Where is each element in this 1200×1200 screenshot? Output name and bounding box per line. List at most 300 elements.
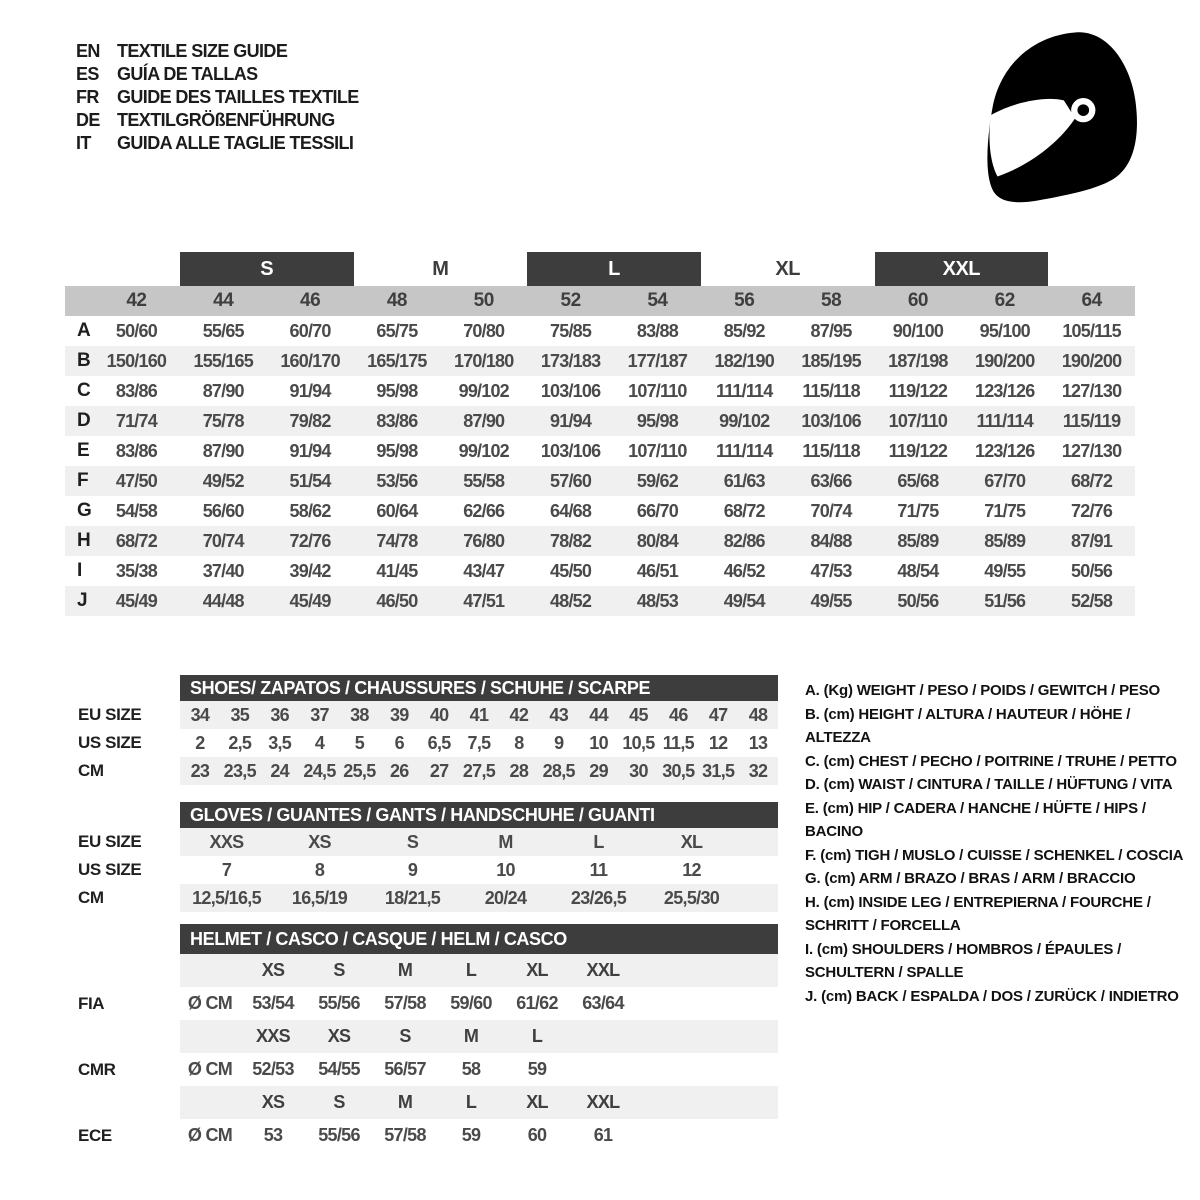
helmet-size-header: XS [261,960,285,980]
helmet-size-header: XS [261,1092,285,1112]
size-value-cell: 60/70 [289,320,331,341]
size-value-cell: 26 [389,760,409,781]
size-value-cell: 35 [230,704,250,725]
size-value-cell: 12,5/16,5 [192,887,261,908]
helmet-size-header: S [333,960,345,980]
size-value-cell: 61/62 [516,993,558,1013]
size-value-cell: 37/40 [202,560,244,581]
size-value-cell: 46/50 [376,590,418,611]
size-value-cell: 20/24 [484,887,527,908]
helmet-size-header: XL [526,1092,548,1112]
size-value-cell: 185/195 [801,350,861,371]
size-value-cell: 70/74 [810,500,852,521]
size-column-header: 50 [473,290,494,311]
row-values [180,1020,778,1053]
size-value-cell: 55/58 [463,470,505,491]
language-title: TEXTILGRÖßENFÜHRUNG [117,110,335,130]
size-value-cell: 190/200 [975,350,1035,371]
size-value-cell: 49/55 [810,590,852,611]
size-value-cell: 70/74 [202,530,244,551]
size-column-header: 46 [300,290,321,311]
size-value-cell: 6,5 [427,732,451,753]
size-value-cell: 65/68 [897,470,939,491]
row-values [180,828,778,856]
size-value-cell: 111/114 [715,440,773,461]
size-value-cell: 83/86 [115,440,157,461]
legend-item: A. (Kg) WEIGHT / PESO / POIDS / GEWITCH / PESO [805,682,1160,699]
size-value-cell: 155/165 [193,350,253,371]
size-value-cell: 48/53 [636,590,678,611]
helmet-sizes-row [65,1086,778,1119]
size-value-cell: 30 [629,760,648,781]
size-value-cell: 10,5 [622,732,655,753]
standard-label: CMR [78,1059,116,1079]
size-value-cell: 8 [514,732,524,753]
size-value-cell: XL [680,831,703,852]
row-values [180,954,778,987]
size-group-S: S [180,252,354,286]
helmet-size-header: L [465,960,477,980]
size-value-cell: 49/52 [202,470,244,491]
size-value-cell: 25,5 [343,760,376,781]
size-group-XL: XL [775,257,800,280]
size-value-cell: 63/64 [582,993,624,1013]
helmet-sizes-row [65,954,778,987]
language-code: EN [76,41,100,61]
size-value-cell: 57/58 [384,1125,426,1145]
size-value-cell: 61 [593,1125,613,1145]
size-value-cell: 119/122 [888,440,948,461]
size-value-cell: 29 [589,760,608,781]
size-value-cell: 111/114 [715,380,773,401]
gloves-size-table [65,802,778,912]
size-value-cell: 85/92 [723,320,765,341]
diameter-unit-label: Ø CM [187,993,233,1013]
table-row [65,828,778,856]
size-value-cell: 95/100 [979,320,1030,341]
size-value-cell: 23/26,5 [570,887,627,908]
table-row [65,466,1135,496]
size-value-cell: 115/119 [1062,410,1121,431]
size-value-cell: 23,5 [223,760,256,781]
size-value-cell: 127/130 [1061,380,1122,401]
size-value-cell: 10 [589,732,608,753]
row-values [180,1053,778,1086]
language-row [76,40,359,63]
size-value-cell: 45/49 [289,590,331,611]
size-value-cell: 80/84 [636,530,678,551]
measurement-row-label: C [77,380,91,401]
size-value-cell: 85/89 [984,530,1026,551]
size-value-cell: 46/52 [723,560,765,581]
table-row [65,586,1135,616]
row-values [180,1086,778,1119]
legend-item: B. (cm) HEIGHT / ALTURA / HAUTEUR / HÖHE / ALTEZZA [805,705,1131,746]
measurement-row-label: A [77,320,91,341]
size-value-cell: 54/58 [115,500,157,521]
size-value-cell: 75/85 [550,320,592,341]
size-value-cell: 99/102 [458,380,509,401]
size-value-cell: 127/130 [1061,440,1122,461]
size-value-cell: 18/21,5 [384,887,441,908]
language-title: GUÍA DE TALLAS [117,64,258,84]
helmet-size-header: L [531,1026,543,1046]
row-label: CM [78,761,104,780]
apparel-size-table [65,252,1135,616]
size-value-cell: 52/58 [1071,590,1113,611]
language-row [76,109,359,132]
language-title: TEXTILE SIZE GUIDE [117,41,288,61]
size-group-M: M [432,257,449,280]
size-value-cell: XS [308,831,331,852]
diameter-unit-label: Ø CM [187,1059,233,1079]
size-value-cell: 187/198 [888,350,948,371]
size-column-header: 48 [386,290,407,311]
size-value-cell: 49/54 [723,590,765,611]
size-value-cell: 91/94 [289,380,331,401]
standard-label: FIA [78,993,105,1013]
size-value-cell: 182/190 [714,350,774,371]
size-value-cell: 115/118 [802,380,860,401]
size-value-cell: 24 [270,760,289,781]
size-value-cell: 87/90 [463,410,505,431]
size-column-header: 58 [821,290,842,311]
size-value-cell: 55/56 [318,1125,360,1145]
size-value-cell: 68/72 [1071,470,1113,491]
row-values [180,757,778,785]
size-value-cell: M [498,831,513,852]
size-value-cell: 59 [527,1059,547,1079]
size-value-cell: 95/98 [376,380,418,401]
size-value-cell: 23 [190,760,210,781]
size-value-cell: 47/50 [115,470,157,491]
table-row [65,701,778,729]
size-value-cell: 36 [270,704,289,725]
size-value-cell: 50/60 [115,320,157,341]
size-value-cell: 46 [669,704,688,725]
size-value-cell: XXS [209,831,244,852]
measurement-row-label: G [77,500,92,521]
size-value-cell: 43 [549,704,569,725]
helmet-size-header: XS [327,1026,351,1046]
row-values [180,856,778,884]
size-value-cell: 62/66 [463,500,505,521]
size-value-cell: 190/200 [1061,350,1122,371]
size-value-cell: 64/68 [550,500,592,521]
helmet-size-header: M [463,1026,479,1046]
size-value-cell: 56/60 [202,500,244,521]
size-value-cell: 49/55 [984,560,1026,581]
helmet-size-header: M [397,960,413,980]
size-column-header: 54 [647,290,668,311]
size-value-cell: 60/64 [376,500,418,521]
helmet-size-header: S [399,1026,411,1046]
size-column-header: 56 [734,290,755,311]
size-value-cell: 56/57 [384,1059,426,1079]
size-value-cell: 28 [509,760,529,781]
size-value-cell: 58/62 [289,500,331,521]
shoes-title-bar: SHOES/ ZAPATOS / CHAUSSURES / SCHUHE / SCARPE [180,675,778,701]
measurement-row-label: D [77,410,91,431]
table-row [65,729,778,757]
size-value-cell: 71/75 [897,500,939,521]
size-value-cell: 107/110 [628,380,687,401]
size-value-cell: 65/75 [376,320,418,341]
size-column-header: 42 [126,290,147,311]
size-value-cell: 85/89 [897,530,939,551]
legend-item: I. (cm) SHOULDERS / HOMBROS / ÉPAULES / SCHULTERN / SPALLE [805,940,1122,981]
size-value-cell: 24,5 [303,760,336,781]
size-value-cell: 52/53 [252,1059,294,1079]
size-value-cell: 71/74 [115,410,157,431]
size-value-cell: 91/94 [289,440,331,461]
size-value-cell: 72/76 [1071,500,1113,521]
size-value-cell: 47/51 [463,590,505,611]
size-column-header: 64 [1081,290,1102,311]
legend-item: G. (cm) ARM / BRAZO / BRAS / ARM / BRACCIO [805,870,1136,887]
size-value-cell: 3,5 [268,732,292,753]
size-value-cell: 123/126 [975,440,1035,461]
standard-label: ECE [78,1125,112,1145]
size-value-cell: L [593,831,604,852]
size-value-cell: 115/118 [802,440,860,461]
size-value-cell: 47/53 [810,560,852,581]
size-value-cell: 103/106 [540,440,601,461]
helmet-size-header: S [333,1092,345,1112]
size-value-cell: 95/98 [376,440,418,461]
size-value-cell: 27 [429,760,449,781]
size-value-cell: 39/42 [289,560,331,581]
size-value-cell: 34 [190,704,210,725]
size-value-cell: 9 [554,732,564,753]
size-value-cell: 177/187 [627,350,688,371]
helmet-size-header: M [397,1092,413,1112]
size-group-L: L [527,252,701,286]
size-value-cell: 48 [748,704,768,725]
size-value-cell: 13 [748,732,768,753]
size-value-cell: 105/115 [1062,320,1121,341]
size-value-cell: 84/88 [810,530,852,551]
racing-helmet-icon [976,26,1142,204]
measurement-row-label: J [77,590,88,611]
size-value-cell: 79/82 [289,410,331,431]
size-value-cell: 11 [589,859,608,880]
table-row [65,856,778,884]
size-column-header: 52 [560,290,581,311]
size-value-cell: 67/70 [984,470,1026,491]
legend-item: F. (cm) TIGH / MUSLO / CUISSE / SCHENKEL / COSCIA [805,846,1184,864]
size-column-header: 60 [907,290,928,311]
size-value-cell: 45 [629,704,648,725]
size-value-cell: 53/54 [252,993,294,1013]
size-value-cell: 30,5 [662,760,695,781]
size-value-cell: 103/106 [540,380,601,401]
table-row [65,757,778,785]
language-title: GUIDA ALLE TAGLIE TESSILI [117,133,354,153]
size-value-cell: 54/55 [318,1059,360,1079]
row-values [180,1119,778,1152]
helmet-size-header: XXL [586,1092,620,1112]
size-value-cell: 61/63 [723,470,765,491]
row-values [180,729,778,757]
size-value-cell: S [406,831,419,852]
size-value-cell: 87/91 [1071,530,1113,551]
size-value-cell: 47 [708,704,728,725]
size-value-cell: 71/75 [984,500,1026,521]
size-value-cell: 40 [429,704,449,725]
size-value-cell: 91/94 [550,410,592,431]
row-values [180,987,778,1020]
language-code: ES [76,64,99,84]
size-value-cell: 5 [354,732,365,753]
size-value-cell: 45/50 [550,560,592,581]
size-value-cell: 59 [461,1125,481,1145]
size-value-cell: 32 [748,760,768,781]
size-value-cell: 45/49 [115,590,157,611]
diameter-unit-label: Ø CM [187,1125,233,1145]
size-group-header-row [65,252,1135,286]
language-title: GUIDE DES TAILLES TEXTILE [117,87,359,107]
size-value-cell: 10 [496,859,515,880]
size-column-band [65,286,1135,316]
size-value-cell: 58 [461,1059,481,1079]
size-value-cell: 50/56 [1071,560,1113,581]
size-value-cell: 53 [263,1125,283,1145]
size-value-cell: 170/180 [454,350,514,371]
size-value-cell: 165/175 [367,350,427,371]
measurement-row-label: I [77,560,83,581]
row-label: EU SIZE [78,832,142,851]
legend-item: J. (cm) BACK / ESPALDA / DOS / ZURÜCK / INDIETRO [805,987,1179,1005]
size-value-cell: 8 [314,859,325,880]
language-row [76,63,359,86]
size-value-cell: 51/54 [289,470,331,491]
size-value-cell: 87/95 [810,320,852,341]
shoes-size-table [65,675,778,785]
size-value-cell: 7 [221,859,232,880]
size-value-cell: 87/90 [202,380,244,401]
table-row [65,406,1135,436]
size-value-cell: 107/110 [628,440,687,461]
size-value-cell: 9 [407,859,418,880]
size-value-cell: 103/106 [801,410,861,431]
size-value-cell: 99/102 [458,440,509,461]
size-value-cell: 39 [389,704,409,725]
size-value-cell: 68/72 [115,530,157,551]
size-value-cell: 66/70 [636,500,678,521]
table-row [65,884,778,912]
size-value-cell: 35/38 [115,560,157,581]
size-value-cell: 111/114 [976,410,1033,431]
size-column-header: 44 [213,290,234,311]
size-value-cell: 27,5 [462,760,496,781]
size-value-cell: 48/52 [550,590,592,611]
size-value-cell: 83/86 [376,410,418,431]
size-value-cell: 12 [682,859,701,880]
size-value-cell: 72/76 [289,530,331,551]
size-value-cell: 4 [314,732,325,753]
size-value-cell: 119/122 [888,380,948,401]
row-label: US SIZE [78,860,142,879]
size-value-cell: 31,5 [702,760,735,781]
size-value-cell: 6 [394,732,404,753]
helmet-size-header: L [465,1092,477,1112]
size-value-cell: 160/170 [280,350,340,371]
table-row [65,556,1135,586]
size-value-cell: 12 [708,732,728,753]
helmet-size-header: XXS [256,1026,290,1046]
size-value-cell: 41 [469,704,489,725]
size-value-cell: 78/82 [550,530,592,551]
helmet-title-bar: HELMET / CASCO / CASQUE / HELM / CASCO [180,924,778,954]
legend-item: E. (cm) HIP / CADERA / HANCHE / HÜFTE / HIPS / BACINO [805,799,1146,840]
table-row [65,316,1135,346]
row-label: CM [78,888,104,907]
measurement-row-label: F [77,470,89,491]
size-value-cell: 44 [589,704,608,725]
legend-item: D. (cm) WAIST / CINTURA / TAILLE / HÜFTUNG / VITA [805,776,1173,793]
helmet-values-row [65,1053,778,1086]
size-value-cell: 37 [310,704,329,725]
table-row [65,346,1135,376]
row-label: US SIZE [78,733,142,752]
helmet-values-row [65,1119,778,1152]
size-value-cell: 70/80 [463,320,505,341]
size-value-cell: 7,5 [467,732,491,753]
size-value-cell: 2 [195,732,205,753]
language-row [76,132,359,155]
size-value-cell: 11,5 [662,732,694,753]
size-value-cell: 41/45 [376,560,418,581]
language-code: DE [76,110,100,130]
language-title-list [76,40,359,155]
size-value-cell: 2,5 [228,732,252,753]
language-code: IT [76,133,91,153]
row-values [180,884,778,912]
size-value-cell: 59/62 [636,470,678,491]
measurement-row-label: H [77,530,91,551]
size-value-cell: 51/56 [984,590,1026,611]
row-label: EU SIZE [78,705,142,724]
legend-item: C. (cm) CHEST / PECHO / POITRINE / TRUHE / PETTO [805,752,1177,770]
table-row [65,496,1135,526]
size-value-cell: 74/78 [376,530,418,551]
size-value-cell: 123/126 [975,380,1035,401]
helmet-size-header: XL [526,960,548,980]
helmet-size-header: XXL [586,960,620,980]
size-value-cell: 55/56 [318,993,360,1013]
size-value-cell: 75/78 [202,410,244,431]
size-value-cell: 95/98 [636,410,678,431]
row-values [180,701,778,729]
size-value-cell: 44/48 [202,590,244,611]
size-value-cell: 28,5 [542,760,575,781]
size-value-cell: 57/60 [550,470,592,491]
helmet-size-table [65,924,778,1152]
helmet-sizes-row [65,1020,778,1053]
size-value-cell: 83/88 [636,320,678,341]
measurement-legend [805,679,1197,1008]
size-value-cell: 55/65 [202,320,244,341]
row-label [65,1020,180,1053]
table-row [65,376,1135,406]
row-label [65,1086,180,1119]
size-value-cell: 46/51 [636,560,678,581]
size-value-cell: 59/60 [450,993,492,1013]
row-label [65,954,180,987]
size-value-cell: 16,5/19 [291,887,348,908]
table-row [65,526,1135,556]
